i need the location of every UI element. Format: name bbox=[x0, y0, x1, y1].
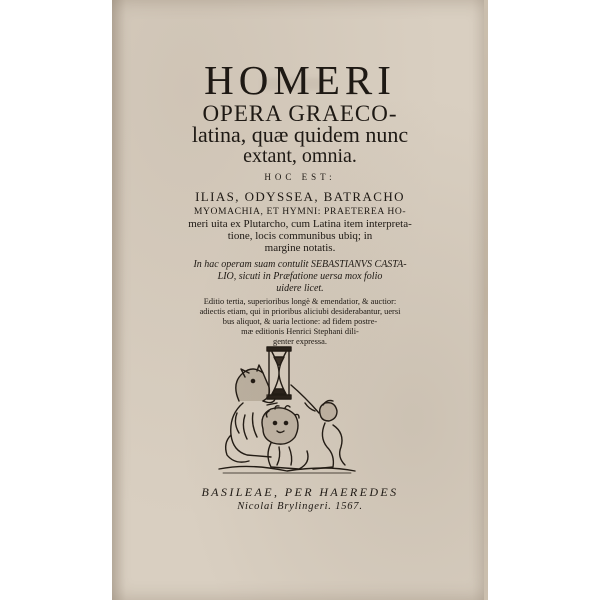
contents-line-5: margine notatis. bbox=[264, 242, 336, 254]
edition-line-1: Editio tertia, superioribus longè & emendatior, & auctior: bbox=[203, 297, 397, 306]
youth-figure-icon bbox=[291, 385, 345, 469]
contents-line-2: MYOMACHIA, ET HYMNI: PRAETEREA HO- bbox=[193, 206, 407, 217]
printer-device-icon bbox=[209, 343, 365, 477]
editor-line-1: In hac operam suam contulit SEBASTIANVS CASTA- bbox=[193, 259, 407, 270]
title-opera: OPERA GRAECO- bbox=[202, 101, 398, 126]
editor-line-3: uidere licet. bbox=[276, 283, 324, 294]
edition-line-5: genter expressa. bbox=[273, 337, 327, 346]
edition-line-2: adiectis etiam, qui in prioribus aliciubi desiderabantur, uersi bbox=[199, 307, 401, 316]
contents-line-3: meri uita ex Plutarcho, cum Latina item interpreta- bbox=[188, 218, 412, 230]
hoc-est: HOC EST: bbox=[264, 172, 336, 182]
lion-figure-icon bbox=[262, 406, 308, 469]
contents-line-1: ILIAS, ODYSSEA, BATRACHO bbox=[195, 189, 405, 204]
title-homeri: HOMERI bbox=[204, 57, 396, 103]
editor-line-2: LIO, sicuti in Præfatione uersa mox folio bbox=[217, 271, 383, 282]
edition-line-4: mæ editionis Henrici Stephani dili- bbox=[241, 327, 359, 336]
title-latina: latina, quæ quidem nunc bbox=[191, 122, 409, 147]
title-extant: extant, omnia. bbox=[243, 145, 357, 167]
contents-line-4: tione, locis communibus ubiq; in bbox=[227, 230, 373, 242]
imprint-printer-date: Nicolai Brylingeri. 1567. bbox=[237, 501, 363, 512]
imprint-place: BASILEAE, PER HAEREDES bbox=[201, 485, 399, 499]
hourglass-icon bbox=[267, 347, 291, 399]
title-page bbox=[112, 0, 488, 600]
edition-line-3: bus aliquot, & uaria lectione: ad fidem postre- bbox=[222, 317, 378, 326]
